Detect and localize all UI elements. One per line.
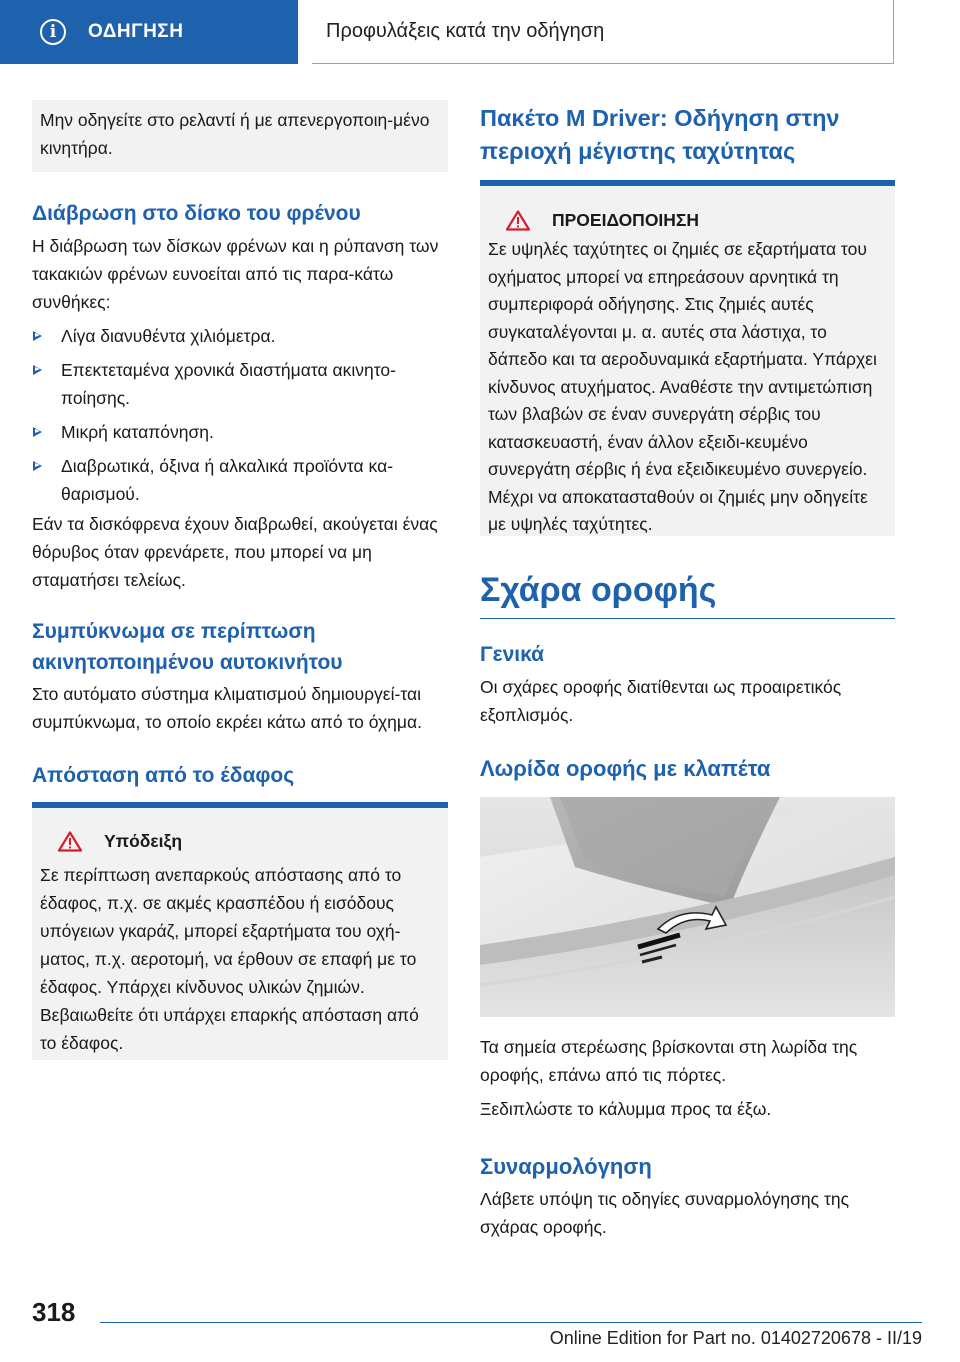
clearance-note-box	[32, 808, 448, 1060]
bullet-triangle-icon	[33, 461, 42, 471]
assembly-text: Λάβετε υπόψη τις οδηγίες συναρμολόγησης της σχάρας οροφής.	[480, 1189, 850, 1237]
bullet-triangle-icon	[33, 427, 42, 437]
general-text: Οι σχάρες οροφής διατίθενται ως προαιρετικός εξοπλισμός.	[480, 677, 842, 725]
corrosion-list	[32, 322, 448, 508]
clearance-heading: Απόσταση από το έδαφος	[32, 764, 295, 787]
corrosion-outro: Εάν τα δισκόφρενα έχουν διαβρωθεί, ακούγεται ένας θόρυβος όταν φρενάρετε, που μπορεί να μη σταματήσει τελείως.	[32, 514, 438, 590]
footer-edition: Online Edition for Part no. 01402720678 - II/19	[549, 1328, 922, 1348]
list-item: Λίγα διανυθέντα χιλιόμετρα.	[32, 322, 448, 350]
roof-rack-heading: Σχάρα οροφής	[480, 571, 717, 609]
roof-strip-heading: Λωρίδα οροφής με κλαπέτα	[480, 756, 771, 781]
corrosion-heading: Διάβρωση στο δίσκο του φρένου	[32, 202, 361, 225]
info-icon: i	[40, 19, 66, 45]
warning-label: ΠΡΟΕΙΔΟΠΟΙΗΣΗ	[552, 209, 700, 230]
list-item: Επεκτεταμένα χρονικά διαστήματα ακινητο-ποίησης.	[32, 356, 448, 412]
footer-rule	[100, 1322, 922, 1323]
mdriver-warning-box	[480, 186, 895, 536]
assembly-heading: Συναρμολόγηση	[480, 1154, 652, 1179]
general-heading: Γενικά	[480, 643, 545, 666]
warning-triangle-icon	[506, 210, 530, 231]
mdriver-warning-text: Σε υψηλές ταχύτητες οι ζημιές σε εξαρτήματα του οχήματος μπορεί να επηρεάσουν αρνητικά τη συμπεριφορά οδήγησης. Στις ζημιές αυτές συγκαταλέγονται μ. α. αυτές στα λάστιχα, το δάπεδο και τα αεροδυναμικά εξαρτήματα. Υπάρχει κίνδυνος ατυχήματος. Αναθέστε την αντιμετώπιση των βλαβών σε έναν συνεργάτη σέρβις του κατασκευαστή, έναν άλλον εξειδι-κευμένο συνεργάτη σέρβις ή ένα εξειδικευμένο συνεργείο. Μέχρι να αποκατασταθούν οι ζημιές μην οδηγείτε με υψηλές ταχύτητες.	[488, 239, 877, 534]
roof-strip-photo	[480, 797, 895, 1017]
chapter-tab-label: ΟΔΗΓΗΣΗ	[88, 21, 184, 42]
heading-rule	[480, 618, 895, 619]
mdriver-heading: Πακέτο M Driver: Οδήγηση στην περιοχή μέγιστης ταχύτητας	[480, 105, 840, 164]
page-header-title: Προφυλάξεις κατά την οδήγηση	[312, 0, 894, 64]
warning-triangle-icon	[58, 831, 82, 852]
left-column	[32, 100, 448, 1060]
roof-strip-text-2: Ξεδιπλώστε το κάλυμμα προς τα έξω.	[480, 1099, 772, 1119]
roof-strip-text-1: Τα σημεία στερέωσης βρίσκονται στη λωρίδα της οροφής, επάνω από τις πόρτες.	[480, 1037, 858, 1085]
corrosion-intro: Η διάβρωση των δίσκων φρένων και η ρύπανση των τακακιών φρένων ευνοείται από τις παρα-κάτω συνθήκες:	[32, 236, 439, 312]
page-number: 318	[32, 1297, 76, 1327]
list-item: Διαβρωτικά, όξινα ή αλκαλικά προϊόντα κα-θαρισμού.	[32, 452, 448, 508]
condensate-text: Στο αυτόματο σύστημα κλιματισμού δημιουργεί-ται συμπύκνωμα, το οποίο εκρέει κάτω από το όχημα.	[32, 684, 422, 732]
list-item: Μικρή καταπόνηση.	[32, 418, 448, 446]
clearance-note-text: Σε περίπτωση ανεπαρκούς απόστασης από το έδαφος, π.χ. σε ακμές κρασπέδου ή εισόδους υπόγειων γκαράζ, μπορεί εξαρτήματα του οχή-ματος, π.χ. αεροτομή, να έρθουν σε επαφή με το έδαφος. Υπάρχει κίνδυνος υλικών ζημιών. Βεβαιωθείτε ότι υπάρχει επαρκής απόσταση από το έδαφος.	[40, 865, 419, 1053]
chapter-tab[interactable]	[0, 0, 298, 64]
note-label: Υπόδειξη	[104, 830, 183, 851]
right-column	[480, 100, 895, 1241]
condensate-heading: Συμπύκνωμα σε περίπτωση ακινητοποιημένου αυτοκινήτου	[32, 620, 343, 674]
bullet-triangle-icon	[33, 331, 42, 341]
bullet-triangle-icon	[33, 365, 42, 375]
idle-note-box	[32, 100, 448, 172]
idle-note-text: Μην οδηγείτε στο ρελαντί ή με απενεργοποιη-μένο κινητήρα.	[40, 110, 430, 158]
